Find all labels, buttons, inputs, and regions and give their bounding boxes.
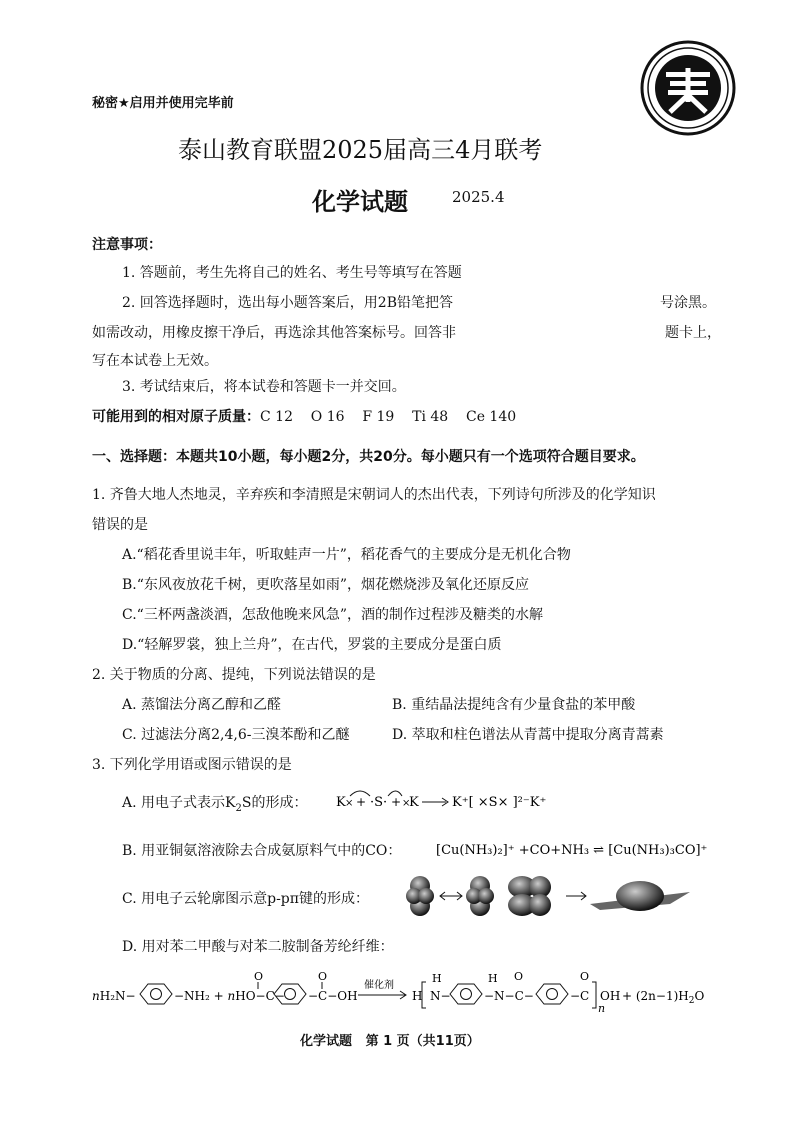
q2-option-b: B. 重结晶法提纯含有少量食盐的苯甲酸: [392, 697, 636, 713]
q3-option-a: [122, 792, 307, 814]
section-1-heading: 一、选择题：本题共10小题，每小题2分，共20分。每小题只有一个选项符合题目要求。: [92, 449, 645, 465]
q3-option-b: B. 用亚铜氨溶液除去合成氨原料气中的CO：: [122, 843, 402, 859]
svg-text:+: +: [356, 795, 367, 809]
svg-text:−N−C−: −N−C−: [484, 989, 534, 1003]
notice-heading: 注意事项：: [92, 237, 162, 253]
atomic-masses-values: C 12 O 16 F 19 Ti 48 Ce 140: [260, 409, 517, 425]
q1-option-c: C.“三杯两盏淡酒，怎敌他晚来风急”，酒的制作过程涉及糖类的水解: [122, 607, 543, 623]
q2-option-a: A. 蒸馏法分离乙醇和乙醛: [122, 697, 282, 713]
q2-option-c: C. 过滤法分离2,4,6-三溴苯酚和乙醚: [122, 727, 350, 743]
q3-a-label2: S的形成：: [241, 795, 308, 811]
q2-option-d: D. 萃取和柱色谱法从青蒿中提取分离青蒿素: [392, 727, 664, 743]
water-tail: O: [694, 989, 705, 1003]
svg-text:O: O: [254, 970, 264, 983]
notice-item-2c: 写在本试卷上无效。: [92, 353, 218, 369]
svg-text:+: +: [391, 795, 402, 809]
water-sub: 2: [688, 996, 695, 1006]
aramid-polymerization-equation: [88, 962, 728, 1022]
catalyst-label: 催化剂: [364, 980, 394, 991]
cuprous-ammonia-equation: [436, 834, 716, 864]
q1-option-a: A.“稻花香里说丰年，听取蛙声一片”，稻花香气的主要成分是无机化合物: [122, 547, 571, 563]
exam-date: 2025.4: [452, 188, 505, 206]
confidential-mark: 秘密★启用并使用完毕前: [92, 96, 234, 111]
svg-text:×: ×: [402, 798, 411, 809]
q1-option-b: B.“东风夜放花千树，更吹落星如雨”，烟花燃烧涉及氧化还原反应: [122, 577, 530, 593]
svg-text:O: O: [580, 970, 590, 983]
q1-stem: 1. 齐鲁大地人杰地灵，辛弃疾和李清照是宋朝词人的杰出代表，下列诗句所涉及的化学知识: [92, 487, 656, 503]
svg-text:[Cu(NH₃)₂]⁺ +CO+NH₃ ⇌ [Cu(NH₃): [Cu(NH₃)₂]⁺ +CO+NH₃ ⇌ [Cu(NH₃)₃CO]⁺: [436, 843, 708, 858]
svg-text:K: K: [409, 795, 419, 810]
notice-item-2: 2. 回答选择题时，选出每小题答案后，用2B铅笔把答: [122, 295, 454, 311]
atomic-masses-label: 可能用到的相对原子质量：: [92, 409, 260, 425]
electron-dot-k2s-formation: [336, 786, 576, 816]
svg-text:×: ×: [345, 798, 354, 809]
page-footer: 化学试题 第 1 页（共11页）: [300, 1034, 480, 1049]
q3-option-c: C. 用电子云轮廓图示意p-pπ键的形成：: [122, 891, 369, 907]
svg-text:H: H: [488, 972, 498, 985]
notice-item-1: 1. 答题前，考生先将自己的姓名、考生号等填写在答题: [122, 265, 462, 281]
q3-option-d: D. 用对苯二甲酸与对苯二胺制备芳纶纤维：: [122, 939, 394, 955]
svg-text:nH₂N−: nH₂N−: [92, 989, 136, 1003]
q3-a-label: A. 用电子式表示K: [122, 795, 236, 811]
svg-text:H: H: [412, 989, 423, 1003]
q3-stem: 3. 下列化学用语或图示错误的是: [92, 757, 292, 773]
p-p-pi-bond-orbital-diagram: [400, 874, 700, 918]
svg-text:−C−OH: −C−OH: [308, 989, 358, 1003]
svg-text:O: O: [318, 970, 328, 983]
q3-a-sub: 2: [235, 802, 242, 814]
q1-option-d: D.“轻解罗裳，独上兰舟”，在古代，罗裳的主要成分是蛋白质: [122, 637, 502, 653]
svg-text:N−: N−: [430, 989, 451, 1003]
atomic-masses: [92, 406, 516, 426]
svg-text:+ (2n−1)H2O: [622, 989, 704, 1006]
notice-item-2b: 如需改动，用橡皮擦干净后，再选涂其他答案标号。回答非: [92, 325, 456, 341]
svg-text:−C: −C: [570, 989, 590, 1003]
svg-text:−NH₂ + nHO−C−: −NH₂ + nHO−C−: [174, 989, 285, 1003]
svg-text:n: n: [598, 1002, 606, 1015]
svg-text:·S·: ·S·: [370, 795, 388, 810]
subject-title: 化学试题: [312, 188, 408, 216]
svg-text:O: O: [514, 970, 524, 983]
svg-text:OH: OH: [600, 989, 621, 1003]
school-seal-logo: [640, 40, 736, 136]
svg-text:H: H: [432, 972, 442, 985]
notice-item-3: 3. 考试结束后，将本试卷和答题卡一并交回。: [122, 379, 406, 395]
exam-title: 泰山教育联盟2025届高三4月联考: [178, 136, 543, 164]
notice-item-2-right: 号涂黑。: [660, 295, 716, 311]
svg-text:K: K: [336, 795, 346, 810]
svg-text:K⁺[ ×S× ]²⁻K⁺: K⁺[ ×S× ]²⁻K⁺: [452, 795, 547, 810]
q1-stem-cont: 错误的是: [92, 517, 148, 533]
notice-item-2b-right: 题卡上，: [665, 325, 721, 341]
water-term: + (2n−1)H: [622, 989, 689, 1003]
q2-stem: 2. 关于物质的分离、提纯，下列说法错误的是: [92, 667, 376, 683]
